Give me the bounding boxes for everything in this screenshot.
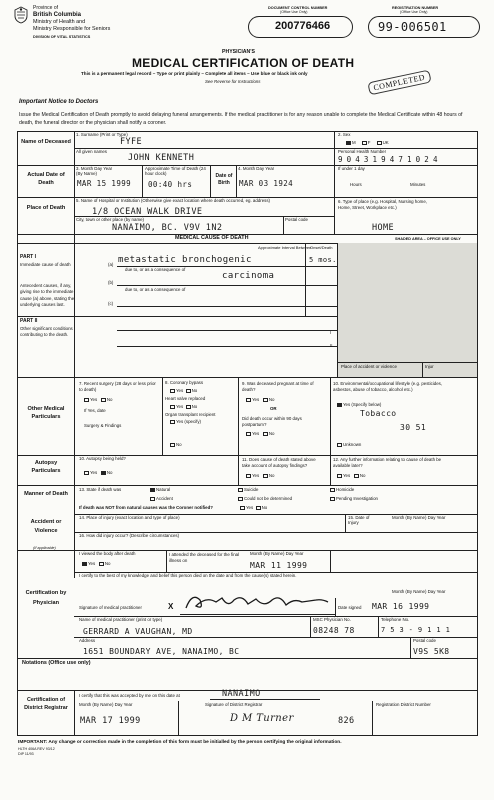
address-label: Address bbox=[79, 638, 96, 643]
environment-label: 10. Environmental/occupational lifestyle (e.g. pesticides, asbestos, abuse of tobacco, alcohol etc.) bbox=[333, 381, 443, 392]
antecedent-label: Antecedent causes, if any, giving rise to the immediate cause (a) above, stating the underlying causes last. bbox=[20, 283, 75, 308]
reg-number-label: REGISTRATION NUMBER bbox=[392, 6, 439, 10]
heart-yes-label: Yes bbox=[176, 404, 184, 410]
city-label: City, town or other place (by name) bbox=[76, 217, 145, 222]
postpartum-label: Did death occur within 90 days postpartum? bbox=[242, 416, 302, 427]
coronary-no-checkbox[interactable] bbox=[186, 389, 191, 393]
coroner-no-checkbox[interactable] bbox=[256, 506, 261, 510]
coronary-no-label: No bbox=[191, 388, 198, 394]
under-one-day-label: If under 1 day bbox=[338, 166, 365, 171]
registrar-signature-label: Signature of District Registrar bbox=[205, 702, 263, 707]
postpartum-no-checkbox[interactable] bbox=[263, 432, 268, 436]
heart-no-label: No bbox=[191, 404, 198, 410]
autopsy-no-label: No bbox=[106, 470, 113, 476]
environment-unknown bbox=[337, 443, 361, 448]
phn-label: Personal Health Number bbox=[338, 149, 387, 154]
autopsy-label: Autopsy Particulars bbox=[31, 460, 61, 474]
place-address-value: 1/8 OCEAN WALK DRIVE bbox=[92, 207, 203, 217]
province-name: British Columbia bbox=[33, 12, 82, 18]
coroner-no-label: No bbox=[261, 505, 268, 511]
doc-control-label: DOCUMENT CONTROL NUMBER bbox=[268, 6, 328, 10]
suicide-label: Suicide bbox=[244, 487, 259, 493]
accident-section-label: Accident or Violence bbox=[30, 519, 62, 534]
doc-control-number: 200776466 bbox=[275, 20, 331, 32]
homicide-checkbox[interactable] bbox=[330, 488, 335, 492]
physicians-label: PHYSICIAN'S bbox=[222, 49, 255, 55]
coronary-options bbox=[170, 389, 197, 394]
autopsy-account-label: 11. Does cause of death stated above take account of autopsy findings? bbox=[242, 457, 316, 468]
practitioner-name-label: Name of medical practitioner (print or type) bbox=[79, 617, 163, 622]
part1-label: PART I bbox=[20, 254, 37, 260]
registrar-date-value: MAR 17 1999 bbox=[80, 716, 141, 726]
further-no-label: No bbox=[359, 473, 366, 479]
form-code-2: DIP 11/93 bbox=[18, 752, 34, 756]
accident-label: Accident bbox=[156, 496, 173, 502]
postal-label: Postal code bbox=[285, 217, 308, 222]
division-label: DIVISION OF VITAL STATISTICS bbox=[33, 35, 91, 39]
registrar-number-value: 826 bbox=[338, 716, 355, 726]
reg-number-value: 99-006501 bbox=[378, 20, 447, 34]
attended-label: I attended the deceased for the final illness on bbox=[169, 552, 240, 563]
death-date-label: 3. Month Day Year bbox=[76, 166, 113, 171]
place-type-label: 6. Type of place (e.g. Hospital, Nursing home, Home, Street, Workplace etc.) bbox=[338, 199, 427, 210]
environment-value: Tobacco bbox=[360, 409, 397, 418]
given-names-value: JOHN KENNETH bbox=[128, 153, 195, 163]
natural-checkbox[interactable] bbox=[150, 488, 155, 492]
sex-m-label: M bbox=[352, 140, 356, 146]
ministry-line2: Ministry Responsible for Seniors bbox=[33, 26, 111, 32]
autopsy-held-label: 10. Autopsy being held? bbox=[79, 456, 126, 461]
attended-date-value: MAR 11 1999 bbox=[250, 561, 308, 570]
coronary-yes-checkbox[interactable] bbox=[170, 389, 175, 393]
organ-options bbox=[170, 420, 201, 425]
pregnant-options bbox=[246, 398, 274, 403]
further-no-checkbox[interactable] bbox=[354, 474, 359, 478]
environment-unknown-checkbox[interactable] bbox=[337, 443, 342, 447]
pregnant-yes-checkbox[interactable] bbox=[246, 398, 251, 402]
injury-label: Injur bbox=[425, 364, 434, 369]
other-particulars-label: Other Medical Particulars bbox=[27, 406, 65, 420]
surname-label: 1. Surname (Print or Type) bbox=[76, 132, 128, 137]
environment-yes bbox=[337, 403, 381, 408]
surgery-yes-label: Yes bbox=[90, 397, 98, 403]
part2-label: PART II bbox=[20, 318, 38, 324]
registration-district-label: Registration District Number bbox=[376, 702, 431, 707]
cause-b-marker: (b) bbox=[108, 280, 114, 285]
shaded-area-label: SHADED AREA – OFFICE USE ONLY bbox=[395, 237, 461, 241]
viewed-no-label: No bbox=[104, 561, 111, 567]
bc-crest-logo bbox=[13, 6, 29, 24]
notations-label: Notations (Office use only) bbox=[22, 660, 91, 666]
msc-label: MSC Physician No. bbox=[313, 617, 351, 622]
due-to-b: due to, or as a consequence of bbox=[125, 287, 186, 292]
viewed-yes-label: Yes bbox=[88, 561, 96, 567]
viewed-options bbox=[82, 562, 110, 567]
attended-mdy: Month (By Name) Day Year bbox=[250, 551, 304, 556]
organ-specify-label: (specify) bbox=[184, 419, 201, 425]
minutes-label: Minutes bbox=[410, 182, 426, 187]
sex-uk-checkbox[interactable] bbox=[377, 141, 382, 145]
registrar-section-label: Certification of District Registrar bbox=[24, 697, 68, 712]
cert-postal-label: Postal code bbox=[413, 638, 436, 643]
death-date-value: MAR 15 1999 bbox=[77, 179, 132, 188]
place-of-death-label: Place of Death bbox=[26, 205, 66, 211]
environment-unknown-label: Unknown bbox=[343, 442, 362, 448]
registrar-certify: I certify that this was accepted by me on this date at bbox=[79, 693, 180, 698]
death-time-label: Approximate Time of Death (24 hour clock) bbox=[145, 166, 206, 176]
environment-yes-checkbox[interactable] bbox=[337, 403, 342, 407]
due-to-a: due to, or as a consequence of bbox=[125, 267, 186, 272]
completed-stamp: COMPLETED bbox=[367, 70, 431, 96]
manner-natural bbox=[150, 488, 170, 493]
telephone-label: Telephone No. bbox=[381, 617, 410, 622]
organ-no-checkbox[interactable] bbox=[170, 443, 175, 447]
registrar-signature-value: D M Turner bbox=[230, 713, 294, 724]
autopsy-yes-checkbox[interactable] bbox=[84, 471, 89, 475]
cert-postal-value: V9S 5K8 bbox=[413, 647, 450, 656]
dob-value: MAR 03 1924 bbox=[239, 179, 294, 188]
organ-no bbox=[170, 443, 182, 448]
postpartum-yes-checkbox[interactable] bbox=[246, 432, 251, 436]
or-label: OR bbox=[270, 406, 277, 411]
account-yes-label: Yes bbox=[252, 473, 260, 479]
onset-label: Onset/Death bbox=[310, 245, 333, 250]
suicide-checkbox[interactable] bbox=[238, 488, 243, 492]
injury-date-label: 15. Date of Injury bbox=[348, 515, 370, 525]
registrar-place-value: NANAIMO bbox=[222, 689, 261, 699]
dob-label: 4. Month Day Year bbox=[238, 166, 275, 171]
further-yes-checkbox[interactable] bbox=[337, 474, 342, 478]
surgery-yes-checkbox[interactable] bbox=[84, 398, 89, 402]
address-value: 1651 BOUNDARY AVE, NANAIMO, BC bbox=[83, 647, 240, 656]
postpartum-yes-label: Yes bbox=[252, 431, 260, 437]
signature-label: Signature of medical practitioner bbox=[79, 605, 142, 610]
coronary-yes-label: Yes bbox=[176, 388, 184, 394]
cause-b-value: carcinoma bbox=[222, 271, 275, 281]
notice-body: Issue the Medical Certification of Death promptly to avoid delaying funeral arrangements. If the medical practitioner is for any reason unable to complete the Medical Certificate within 48 hours of death, the funeral director or the physician shall notify a coroner. bbox=[19, 112, 463, 126]
cause-a-marker: (a) bbox=[108, 262, 114, 267]
pregnant-no-label: No bbox=[268, 397, 275, 403]
interval-a-value: 5 mos. bbox=[309, 256, 337, 264]
pregnant-no-checkbox[interactable] bbox=[263, 398, 268, 402]
autopsy-further-options bbox=[337, 474, 365, 479]
part2-desc: Other significant conditions contributing to the death. bbox=[20, 326, 73, 338]
roman-one: I bbox=[330, 330, 332, 335]
viewed-yes-checkbox[interactable] bbox=[82, 562, 87, 566]
further-yes-label: Yes bbox=[343, 473, 351, 479]
heart-valve-label: Heart valve replaced bbox=[165, 396, 206, 401]
cause-c-marker: (c) bbox=[108, 301, 114, 306]
telephone-value: 7 5 3 - 9 1 1 1 bbox=[381, 626, 451, 634]
ministry-line1: Ministry of Health and bbox=[33, 19, 86, 25]
registrar-mdy: Month (By Name) Day Year bbox=[79, 702, 133, 707]
surgery-label: 7. Recent surgery (28 days or less prior to death) bbox=[79, 381, 156, 392]
dob-section-label: Date of Birth bbox=[215, 173, 233, 186]
date-signed-label: Date signed bbox=[338, 605, 362, 610]
accident-checkbox[interactable] bbox=[150, 497, 155, 501]
heart-no-checkbox[interactable] bbox=[186, 405, 191, 409]
environment-yes-label: Yes (Specify below) bbox=[343, 402, 382, 408]
sex-uk-label: UK bbox=[382, 140, 389, 146]
surgery-options bbox=[84, 398, 112, 403]
heart-yes-checkbox[interactable] bbox=[170, 405, 175, 409]
sex-f-checkbox[interactable] bbox=[362, 141, 367, 145]
accident-place-label: Place of accident or violence bbox=[341, 364, 397, 369]
sex-f-label: F bbox=[367, 140, 371, 146]
autopsy-account-options bbox=[246, 474, 274, 479]
account-no-label: No bbox=[268, 473, 275, 479]
place-label: 5. Name of Hospital or Institution (Otherwise give exact location where death occurred, eg. address) bbox=[76, 198, 271, 203]
injury-how-label: 16. How did injury occur? (Describe circumstances) bbox=[79, 533, 180, 538]
hours-label: Hours bbox=[350, 182, 362, 187]
surgery-findings-label: Surgery & Findings bbox=[84, 423, 122, 428]
cause-a-value: metastatic bronchogenic bbox=[118, 255, 252, 265]
cause-heading: MEDICAL CAUSE OF DEATH bbox=[175, 235, 249, 241]
see-reverse: See Reverse for Instructions bbox=[205, 79, 261, 84]
manner-undetermined bbox=[238, 497, 292, 502]
organ-no-label: No bbox=[176, 442, 182, 448]
manner-label: Manner of Death bbox=[24, 491, 68, 497]
physician-signature bbox=[182, 590, 332, 614]
viewed-no-checkbox[interactable] bbox=[99, 562, 104, 566]
pending-label: Pending Investigation bbox=[336, 496, 378, 502]
death-date-sub: (By Name) bbox=[76, 171, 97, 176]
form-code-1: HLTH 406A REV 93/12 bbox=[18, 747, 55, 751]
important-footer: IMPORTANT: Any change or correction made in the completion of this form must be initialled by the person certifying the original information. bbox=[18, 740, 342, 745]
pending-checkbox[interactable] bbox=[330, 497, 335, 501]
environment-code: 30 51 bbox=[400, 423, 427, 432]
autopsy-no-checkbox[interactable] bbox=[101, 471, 106, 475]
manner-accident bbox=[150, 497, 173, 502]
coroner-options bbox=[240, 506, 267, 511]
province-label: Province of bbox=[33, 5, 59, 11]
interval-label: Approximate Interval Between bbox=[258, 245, 312, 250]
doc-control-sub: (Office Use Only) bbox=[280, 10, 308, 14]
coroner-question: If death was NOT from natural causes was the Coroner notified? bbox=[79, 505, 213, 510]
organ-yes-checkbox[interactable] bbox=[170, 420, 175, 424]
date-of-death-label: Actual Date of Death bbox=[27, 172, 65, 186]
natural-label: Natural bbox=[156, 487, 171, 493]
account-no-checkbox[interactable] bbox=[263, 474, 268, 478]
date-signed-mdy: Month (By Name) Day Year bbox=[392, 589, 446, 594]
physician-cert-label: Certification by Physician bbox=[25, 590, 67, 607]
postpartum-no-label: No bbox=[268, 431, 275, 437]
sex-label: 2. Sex bbox=[338, 132, 351, 137]
form-subtitle: This is a permanent legal record – Type or print plainly – Complete all items – Use blue or black ink only bbox=[81, 71, 308, 76]
place-type-value: HOME bbox=[372, 223, 395, 233]
autopsy-further-label: 12. Any further information relating to cause of death be available later? bbox=[333, 457, 442, 468]
reg-number-sub: (Office Use Only) bbox=[400, 10, 428, 14]
account-yes-checkbox[interactable] bbox=[246, 474, 251, 478]
injury-date-mdy: Month (By Name) Day Year bbox=[392, 515, 446, 520]
pregnant-label: 9. Was deceased pregnant at time of death? bbox=[242, 381, 314, 392]
organ-yes-label: Yes bbox=[176, 419, 184, 425]
manner-suicide bbox=[238, 488, 258, 493]
homicide-label: Homicide bbox=[336, 487, 355, 493]
autopsy-yes-label: Yes bbox=[90, 470, 98, 476]
pregnant-yes-label: Yes bbox=[252, 397, 260, 403]
surname-value: FYFE bbox=[120, 137, 143, 147]
manner-homicide bbox=[330, 488, 354, 493]
undetermined-checkbox[interactable] bbox=[238, 497, 243, 501]
autopsy-held-options bbox=[84, 471, 112, 476]
certify-statement: I certify to the best of my knowledge and belief this person died on the date and from the cause(s) stated herein. bbox=[79, 573, 297, 578]
applicable-label: (If applicable) bbox=[33, 546, 56, 550]
name-section-label: Name of Deceased bbox=[21, 139, 71, 145]
coroner-yes-label: Yes bbox=[246, 505, 254, 511]
coroner-yes-checkbox[interactable] bbox=[240, 506, 245, 510]
roman-two: II bbox=[330, 343, 333, 348]
postpartum-options bbox=[246, 432, 274, 437]
sex-options bbox=[346, 141, 389, 146]
msc-value: 08248 78 bbox=[313, 626, 355, 635]
date-signed-value: MAR 16 1999 bbox=[372, 602, 430, 611]
injury-place-label: 14. Place of injury (exact location and type of place) bbox=[79, 515, 180, 520]
organ-label: Organ transplant recipient bbox=[165, 412, 216, 417]
coronary-label: 8. Coronary bypass bbox=[165, 380, 204, 385]
practitioner-name-value: GERRARD A VAUGHAN, MD bbox=[83, 627, 193, 636]
viewed-body-label: I viewed the body after death bbox=[79, 551, 136, 556]
immediate-cause-label: Immediate cause of death bbox=[20, 262, 71, 267]
phn-value: 9 0 4 3 1 9 4 7 1 0 2 4 bbox=[338, 155, 438, 164]
office-use-shaded-area bbox=[337, 243, 477, 377]
sex-m-checkbox[interactable] bbox=[346, 141, 351, 145]
city-value: NANAIMO, BC. V9V 1N2 bbox=[112, 223, 223, 233]
surgery-no-checkbox[interactable] bbox=[101, 398, 106, 402]
undetermined-label: Could not be determined bbox=[244, 496, 293, 502]
heart-options bbox=[170, 405, 197, 410]
form-title: MEDICAL CERTIFICATION OF DEATH bbox=[132, 56, 355, 70]
manner-state-label: 13. State if death was bbox=[79, 487, 122, 492]
surgery-date-label: If Yes, date bbox=[84, 408, 106, 413]
notice-heading: Important Notice to Doctors bbox=[19, 99, 99, 105]
death-time-value: 00:40 hrs bbox=[148, 180, 193, 189]
given-names-label: All given names bbox=[76, 149, 107, 154]
manner-pending bbox=[330, 497, 378, 502]
surgery-no-label: No bbox=[106, 397, 113, 403]
signature-x: X bbox=[168, 602, 174, 611]
